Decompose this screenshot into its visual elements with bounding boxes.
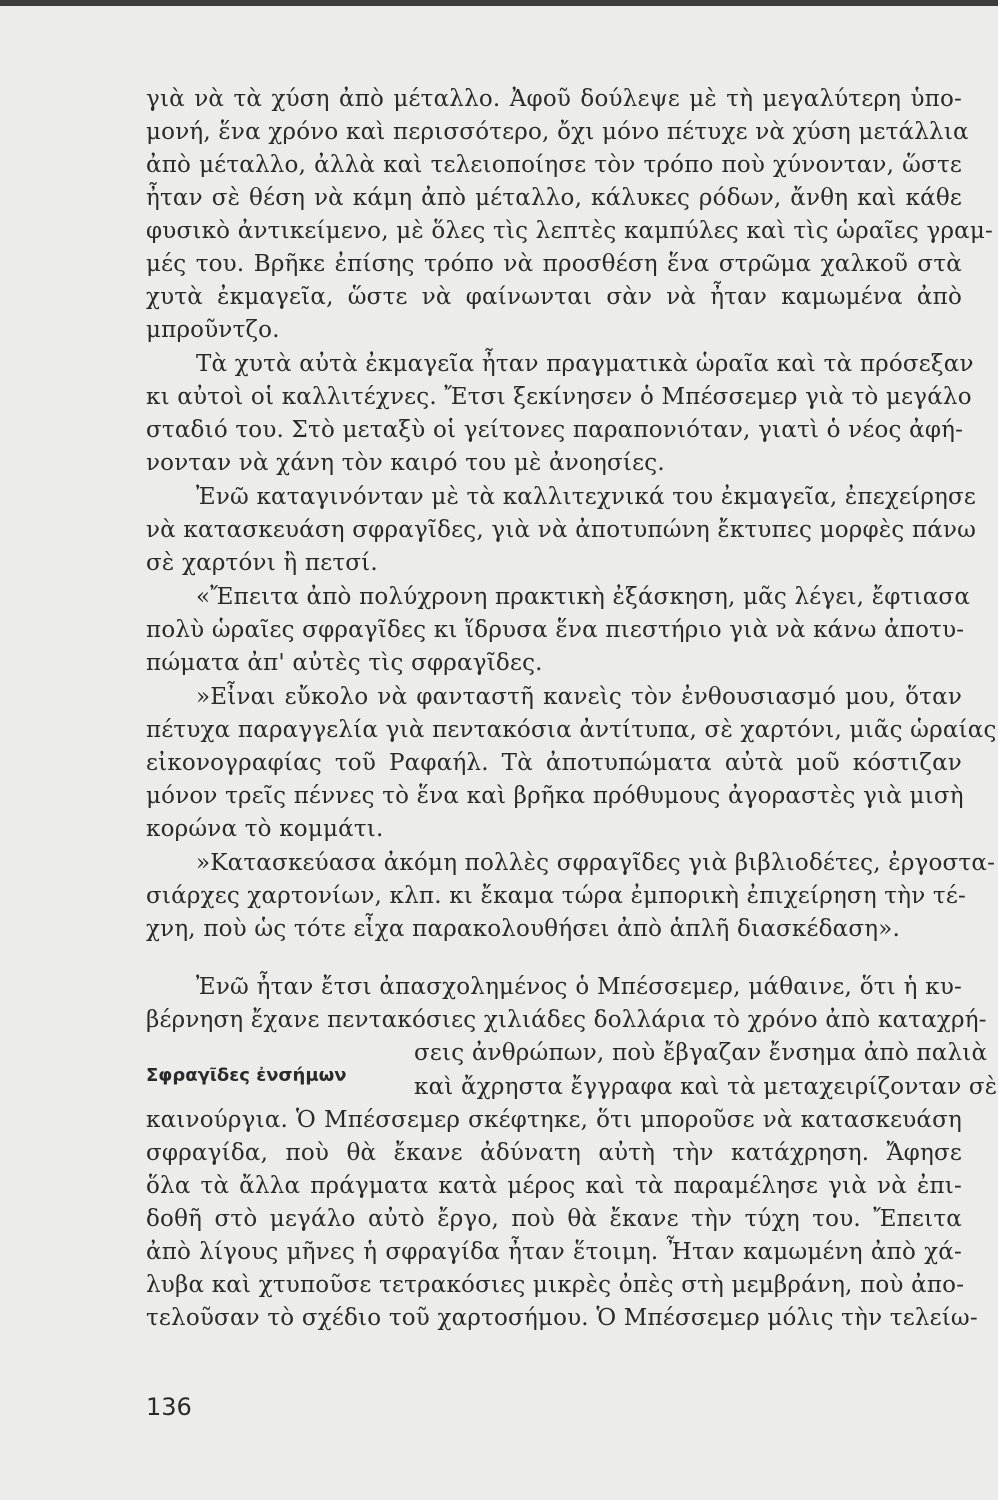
- text-line: νονταν νὰ χάνη τὸν καιρό του μὲ ἀνοησίες.: [146, 450, 665, 476]
- text-line: καινούργια. Ὁ Μπέσσεμερ σκέφτηκε, ὅτι μποροῦσε νὰ κατασκευάση: [146, 1107, 962, 1133]
- text-line: φυσικὸ ἀντικείμενο, μὲ ὅλες τὶς λεπτὲς καμπύλες καὶ τὶς ὡραῖες γραμ-: [146, 218, 994, 244]
- book-page: [0, 6, 998, 1500]
- text-line: μόνον τρεῖς πέννες τὸ ἕνα καὶ βρῆκα πρόθυμους ἀγοραστὲς γιὰ μισὴ: [146, 783, 964, 809]
- text-line: πέτυχα παραγγελία γιὰ πεντακόσια ἀντίτυπα, σὲ χαρτόνι, μιᾶς ὡραίας: [146, 717, 997, 743]
- page-number: 136: [146, 1393, 192, 1421]
- text-line: «Ἔπειτα ἀπὸ πολύχρονη πρακτικὴ ἐξάσκηση, μᾶς λέγει, ἔφτιασα: [196, 584, 971, 610]
- text-line: ἦταν σὲ θέση νὰ κάμη ἀπὸ μέταλλο, κάλυκες ρόδων, ἄνθη καὶ κάθε: [146, 185, 962, 211]
- text-line: εἰκονογραφίας τοῦ Ραφαήλ. Τὰ ἀποτυπώματα αὐτὰ μοῦ κόστιζαν: [146, 750, 962, 776]
- text-line: σταδιό του. Στὸ μεταξὺ οἱ γείτονες παραπονιόταν, γιατὶ ὁ νέος ἀφή-: [146, 417, 964, 443]
- margin-heading: Σφραγῖδες ἐνσήμων: [146, 1065, 347, 1086]
- text-line: σὲ χαρτόνι ἢ πετσί.: [146, 550, 378, 576]
- text-line: σιάρχες χαρτονίων, κλπ. κι ἔκαμα τώρα ἐμπορικὴ ἐπιχείρηση τὴν τέ-: [146, 883, 966, 909]
- text-line: χυτὰ ἐκμαγεῖα, ὥστε νὰ φαίνωνται σὰν νὰ ἦταν καμωμένα ἀπὸ: [146, 284, 962, 310]
- text-line: πολὺ ὡραῖες σφραγῖδες κι ἵδρυσα ἕνα πιεστήριο γιὰ νὰ κάνω ἀποτυ-: [146, 617, 965, 643]
- text-line: Ἐνῶ καταγινόνταν μὲ τὰ καλλιτεχνικά του ἐκμαγεῖα, ἐπεχείρησε: [196, 484, 977, 510]
- text-line: μπροῦντζο.: [146, 317, 280, 343]
- text-line: χνη, ποὺ ὡς τότε εἶχα παρακολουθήσει ἀπὸ ἁπλῆ διασκέδαση».: [146, 916, 901, 942]
- text-line: ἀπὸ λίγους μῆνες ἡ σφραγίδα ἦταν ἕτοιμη. Ἦταν καμωμένη ἀπὸ χά-: [146, 1239, 962, 1265]
- text-line: πώματα ἀπ' αὐτὲς τὶς σφραγῖδες.: [146, 650, 543, 676]
- text-line: »Εἶναι εὔκολο νὰ φανταστῆ κανεὶς τὸν ἐνθουσιασμό μου, ὅταν: [196, 684, 962, 710]
- text-line: βέρνηση ἔχανε πεντακόσιες χιλιάδες δολλάρια τὸ χρόνο ἀπὸ καταχρή-: [146, 1007, 987, 1033]
- text-line: κορώνα τὸ κομμάτι.: [146, 816, 384, 842]
- text-line: γιὰ νὰ τὰ χύση ἀπὸ μέταλλο. Ἀφοῦ δούλεψε μὲ τὴ μεγαλύτερη ὑπο-: [146, 86, 962, 112]
- text-line: σεις ἀνθρώπων, ποὺ ἔβγαζαν ἔνσημα ἀπὸ παλιὰ: [414, 1040, 988, 1066]
- text-line: Τὰ χυτὰ αὐτὰ ἐκμαγεῖα ἦταν πραγματικὰ ὡραῖα καὶ τὰ πρόσεξαν: [196, 351, 974, 377]
- text-line: μονή, ἕνα χρόνο καὶ περισσότερο, ὄχι μόνο πέτυχε νὰ χύση μετάλλια: [146, 119, 969, 145]
- text-line: δοθῆ στὸ μεγάλο αὐτὸ ἔργο, ποὺ θὰ ἔκανε τὴν τύχη του. Ἔπειτα: [146, 1206, 962, 1232]
- text-line: ὅλα τὰ ἄλλα πράγματα κατὰ μέρος καὶ τὰ παραμέλησε γιὰ νὰ ἐπι-: [146, 1173, 962, 1199]
- text-line: νὰ κατασκευάση σφραγῖδες, γιὰ νὰ ἀποτυπώνη ἔκτυπες μορφὲς πάνω: [146, 517, 977, 543]
- text-line: ἀπὸ μέταλλο, ἀλλὰ καὶ τελειοποίησε τὸν τρόπο ποὺ χύνονταν, ὥστε: [146, 152, 962, 178]
- text-line: λυβα καὶ χτυποῦσε τετρακόσιες μικρὲς ὀπὲς στὴ μεμβράνη, ποὺ ἀπο-: [146, 1272, 965, 1298]
- text-line: μές του. Βρῆκε ἐπίσης τρόπο νὰ προσθέση ἕνα στρῶμα χαλκοῦ στὰ: [146, 251, 962, 277]
- text-line: »Κατασκεύασα ἀκόμη πολλὲς σφραγῖδες γιὰ βιβλιοδέτες, ἐργοστα-: [196, 850, 996, 876]
- text-line: κι αὐτοὶ οἱ καλλιτέχνες. Ἔτσι ξεκίνησεν ὁ Μπέσσεμερ γιὰ τὸ μεγάλο: [146, 384, 972, 410]
- text-line: καὶ ἄχρηστα ἔγγραφα καὶ τὰ μεταχειρίζονταν σὲ: [414, 1074, 998, 1100]
- text-line: Ἐνῶ ἦταν ἔτσι ἀπασχολημένος ὁ Μπέσσεμερ, μάθαινε, ὅτι ἡ κυ-: [196, 974, 962, 1000]
- text-line: σφραγίδα, ποὺ θὰ ἔκανε ἀδύνατη αὐτὴ τὴν κατάχρηση. Ἄφησε: [146, 1140, 962, 1166]
- text-line: τελοῦσαν τὸ σχέδιο τοῦ χαρτοσήμου. Ὁ Μπέσσεμερ μόλις τὴν τελείω-: [146, 1305, 978, 1331]
